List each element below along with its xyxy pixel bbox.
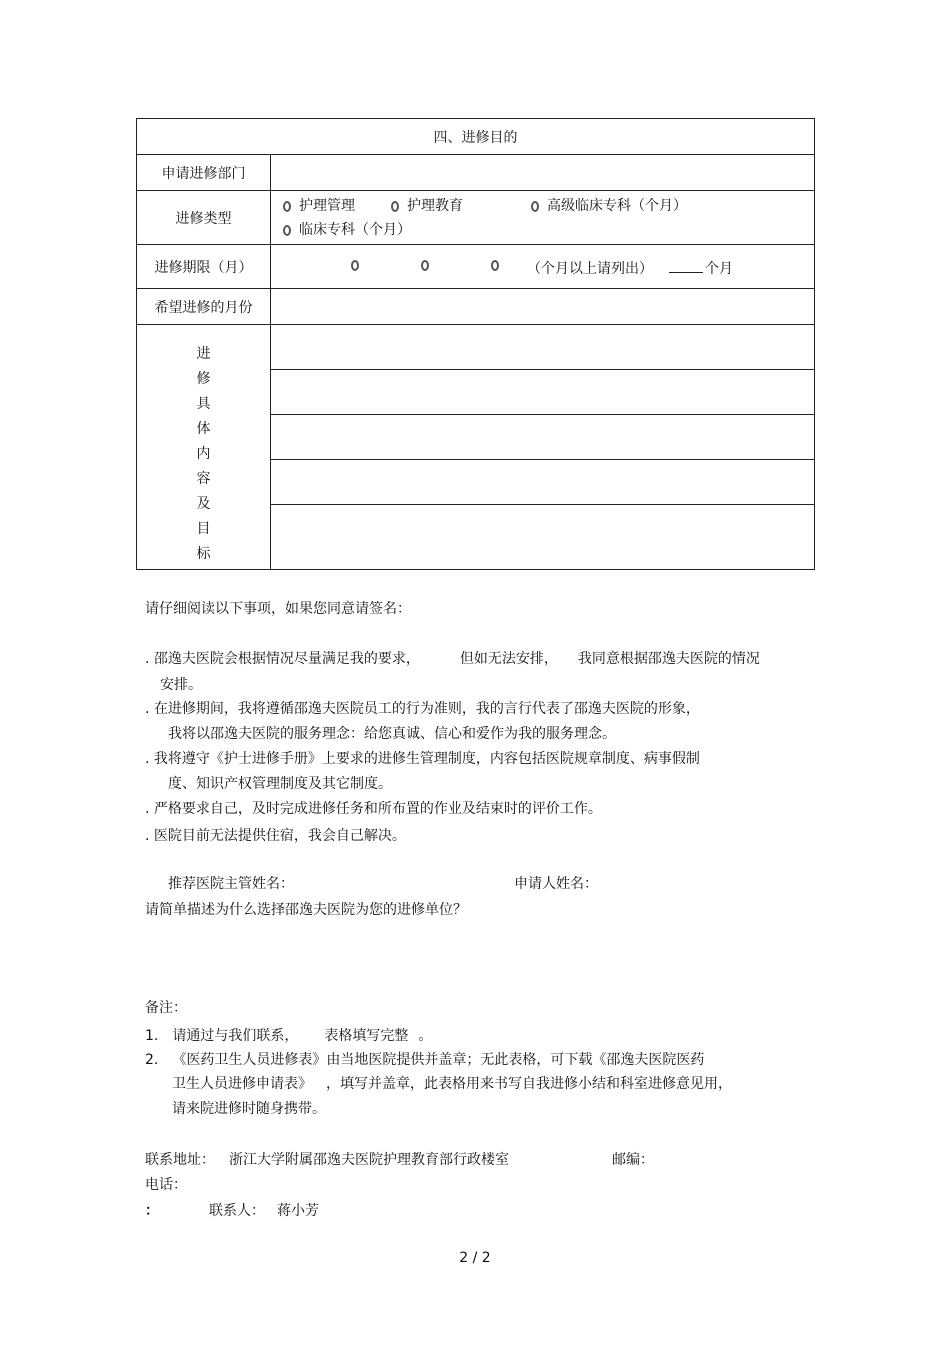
type-option-advanced[interactable]: 高级临床专科（个月） <box>531 195 687 215</box>
content-label: 进 修 具 体 内 容 及 目 标 <box>137 325 271 570</box>
radio-icon <box>283 201 291 212</box>
notice-item-3: . 我将遵守《护士进修手册》上要求的进修生管理制度，内容包括医院规章制度、病事假制 <box>145 751 700 767</box>
content-line-2[interactable] <box>271 370 815 415</box>
contact-person: ： 联系人： 蒋小芳 <box>145 1203 319 1219</box>
type-option-management[interactable]: 护理管理 <box>283 195 355 215</box>
reason-question: 请简单描述为什么选择邵逸夫医院为您的进修单位？ <box>145 902 467 918</box>
contact-address: 联系地址： 浙江大学附属邵逸夫医院护理教育部行政楼室 <box>145 1152 509 1168</box>
type-option-education[interactable]: 护理教育 <box>391 195 463 215</box>
remark-item-1: 1. 请通过与我们联系， 表格填写完整 。 <box>145 1028 433 1044</box>
applicant-signature-label: 申请人姓名： <box>514 876 598 892</box>
content-line-4[interactable] <box>271 460 815 505</box>
notice-item-4: . 严格要求自己，及时完成进修任务和所布置的作业及结束时的评价工作。 <box>145 801 602 817</box>
period-months: 个月 <box>669 258 733 278</box>
content-line-5[interactable] <box>271 505 815 570</box>
remarks-title: 备注： <box>145 1000 187 1016</box>
month-field[interactable] <box>271 289 815 325</box>
notice-item-1: . 邵逸夫医院会根据情况尽量满足我的要求， 但如无法安排， 我同意根据邵逸夫医院的情况 <box>145 651 760 667</box>
type-option-clinical[interactable]: 临床专科（个月） <box>283 219 411 239</box>
remark-item-2-line3: 请来院进修时随身携带。 <box>172 1101 326 1117</box>
type-label: 进修类型 <box>137 191 271 245</box>
dept-label: 申请进修部门 <box>137 155 271 191</box>
period-label: 进修期限（月） <box>137 245 271 289</box>
phone-label: 电话： <box>145 1177 187 1193</box>
postcode-label: 邮编： <box>612 1152 654 1168</box>
remark-item-2: 2. 《医药卫生人员进修表》由当地医院提供并盖章；无此表格，可下载《邵逸夫医院医药 <box>145 1052 705 1068</box>
notice-item-3-cont: 度、知识产权管理制度及其它制度。 <box>168 776 392 792</box>
content-line-1[interactable] <box>271 325 815 370</box>
period-options <box>271 245 815 289</box>
period-radio-3[interactable] <box>491 260 499 271</box>
notice-intro: 请仔细阅读以下事项，如果您同意请签名： <box>145 601 411 617</box>
radio-icon <box>283 225 291 236</box>
supervisor-signature-label: 推荐医院主管姓名： <box>168 876 294 892</box>
purpose-form-table <box>136 118 815 570</box>
notice-item-2: . 在进修期间，我将遵循邵逸夫医院员工的行为准则，我的言行代表了邵逸夫医院的形象， <box>145 701 700 717</box>
period-radio-1[interactable] <box>351 260 359 271</box>
notice-item-2-cont: 我将以邵逸夫医院的服务理念：给您真诚、信心和爱作为我的服务理念。 <box>168 726 616 742</box>
radio-icon <box>531 201 539 212</box>
notice-item-5: . 医院目前无法提供住宿，我会自己解决。 <box>145 828 406 844</box>
month-label: 希望进修的月份 <box>137 289 271 325</box>
type-options <box>271 191 815 245</box>
period-radio-2[interactable] <box>421 260 429 271</box>
page-number: 2 / 2 <box>459 1250 491 1266</box>
content-line-3[interactable] <box>271 415 815 460</box>
period-blank[interactable] <box>669 260 703 273</box>
period-note: （个月以上请列出） <box>527 260 653 277</box>
notice-item-1-cont: 安排。 <box>160 677 202 693</box>
section-title: 四、进修目的 <box>137 119 815 155</box>
dept-field[interactable] <box>271 155 815 191</box>
remark-item-2-line2: 卫生人员进修申请表》 ，填写并盖章，此表格用来书写自我进修小结和科室进修意见用， <box>172 1076 732 1092</box>
radio-icon <box>391 201 399 212</box>
